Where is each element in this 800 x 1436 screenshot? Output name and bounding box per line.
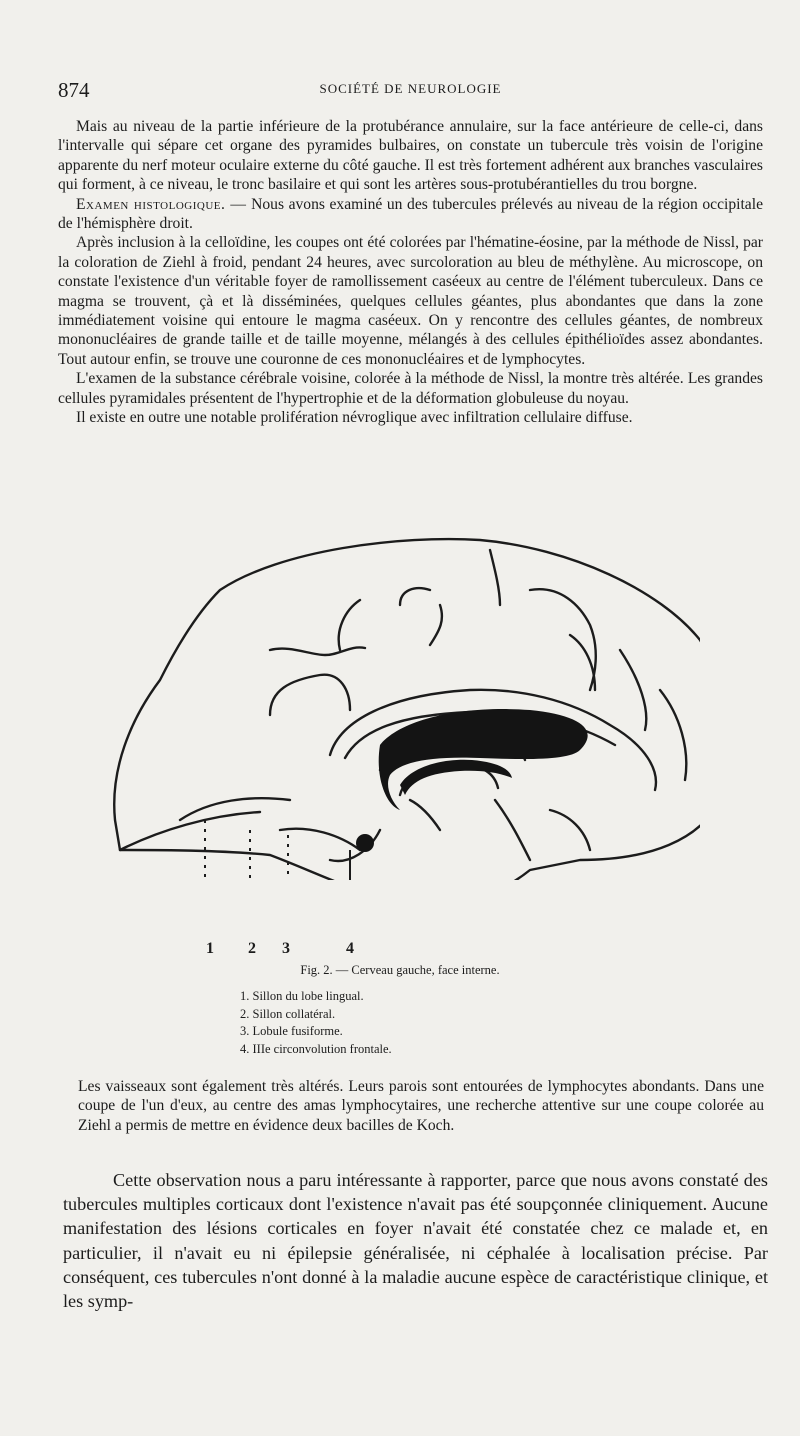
figure-number-labels xyxy=(0,940,800,962)
legend-item: 3. Lobule fusiforme. xyxy=(240,1024,343,1038)
figure-label-1: 1 xyxy=(206,940,214,957)
running-head: SOCIÉTÉ DE NEUROLOGIE xyxy=(319,81,502,96)
paragraph-3: Après inclusion à la celloïdine, les coupes ont été colorées par l'hématine-éosine, par la méthode de Nissl, par la coloration de Ziehl à froid, pendant 24 heures, avec surcoloration au bleu de méthylène. Au microscope, on constate l'existence d'un véritable foyer de ramollissement caséeux au centre de l'élément tuberculeux. Dans ce magma se trouvent, çà et là disséminées, quelques cellules géantes, plus abondantes que dans la zone immédiatement voisine qui entoure le magma caséeux. On y rencontre des cellules géantes, de nombreux mononucléaires de grande taille et de taille moyenne, mélangés à des cellules épithélioïdes assez abondantes. Tout autour enfin, se trouve une couronne de ces mononucléaires et de lymphocytes. xyxy=(58,234,763,368)
body-text-bottom xyxy=(63,1168,768,1313)
body-text-top xyxy=(58,117,763,428)
body-text-middle xyxy=(78,1077,764,1135)
paragraph-conclusion: Cette observation nous a paru intéressante à rapporter, parce que nous avons constaté des tubercules multiples corticaux dont l'existence n'avait pas été soupçonnée cliniquement. Aucune manifestation des lésions corticales en foyer n'avait été constatée chez ce malade et, en particulier, il n'avait eu ni épilepsie généralisée, ni céphalée à localisation précise. Par conséquent, ces tubercules n'ont donné à la maladie aucune espèce de caractéristique clinique, et les symp- xyxy=(63,1170,768,1312)
figure-label-2: 2 xyxy=(248,940,256,957)
paragraph-4: L'examen de la substance cérébrale voisine, colorée à la méthode de Nissl, la montre très altérée. Les grandes cellules pyramidales présentent de l'hypertrophie et de la déformation globuleuse du noyau. xyxy=(58,370,763,407)
paragraph-1: Mais au niveau de la partie inférieure de la protubérance annulaire, sur la face antérieure de celle-ci, dans l'intervalle qui sépare cet organe des pyramides bulbaires, on constate un tubercule très voisin de l'origine apparente du nerf moteur oculaire externe du côté gauche. Il est très fortement adhérent aux branches vasculaires qui forment, à ce niveau, le tronc basilaire et qui sont les artères sous-protubérantielles du trou borgne. xyxy=(58,118,763,194)
figure-caption: Fig. 2. — Cerveau gauche, face interne. xyxy=(300,963,500,977)
figure-legend xyxy=(240,988,392,1058)
paragraph-vessels: Les vaisseaux sont également très altérés. Leurs parois sont entourées de lymphocytes abondants. Dans une coupe de l'un d'eux, au centre des amas lymphocytaires, une recherche attentive sur une coupe colorée au Ziehl a permis de mettre en évidence deux bacilles de Koch. xyxy=(78,1078,764,1134)
paragraph-2 xyxy=(58,195,763,234)
legend-item: 2. Sillon collatéral. xyxy=(240,1006,336,1021)
brain-medial-view-drawing xyxy=(100,530,700,880)
brain-figure xyxy=(100,530,700,880)
page-header xyxy=(58,78,763,102)
figure-label-4: 4 xyxy=(346,940,354,957)
figure-label-3: 3 xyxy=(282,940,290,957)
paragraph-5: Il existe en outre une notable prolifération névroglique avec infiltration cellulaire diffuse. xyxy=(76,409,633,427)
page-number: 874 xyxy=(58,78,90,102)
legend-item: 4. IIIe circonvolution frontale. xyxy=(240,1041,392,1056)
paragraph-2-text: Nous avons examiné un des tubercules prélevés au niveau de la région occipitale de l'hémisphère droit. xyxy=(58,195,763,233)
legend-item: 1. Sillon du lobe lingual. xyxy=(240,989,364,1003)
section-label: Examen histologique. — xyxy=(76,195,247,213)
